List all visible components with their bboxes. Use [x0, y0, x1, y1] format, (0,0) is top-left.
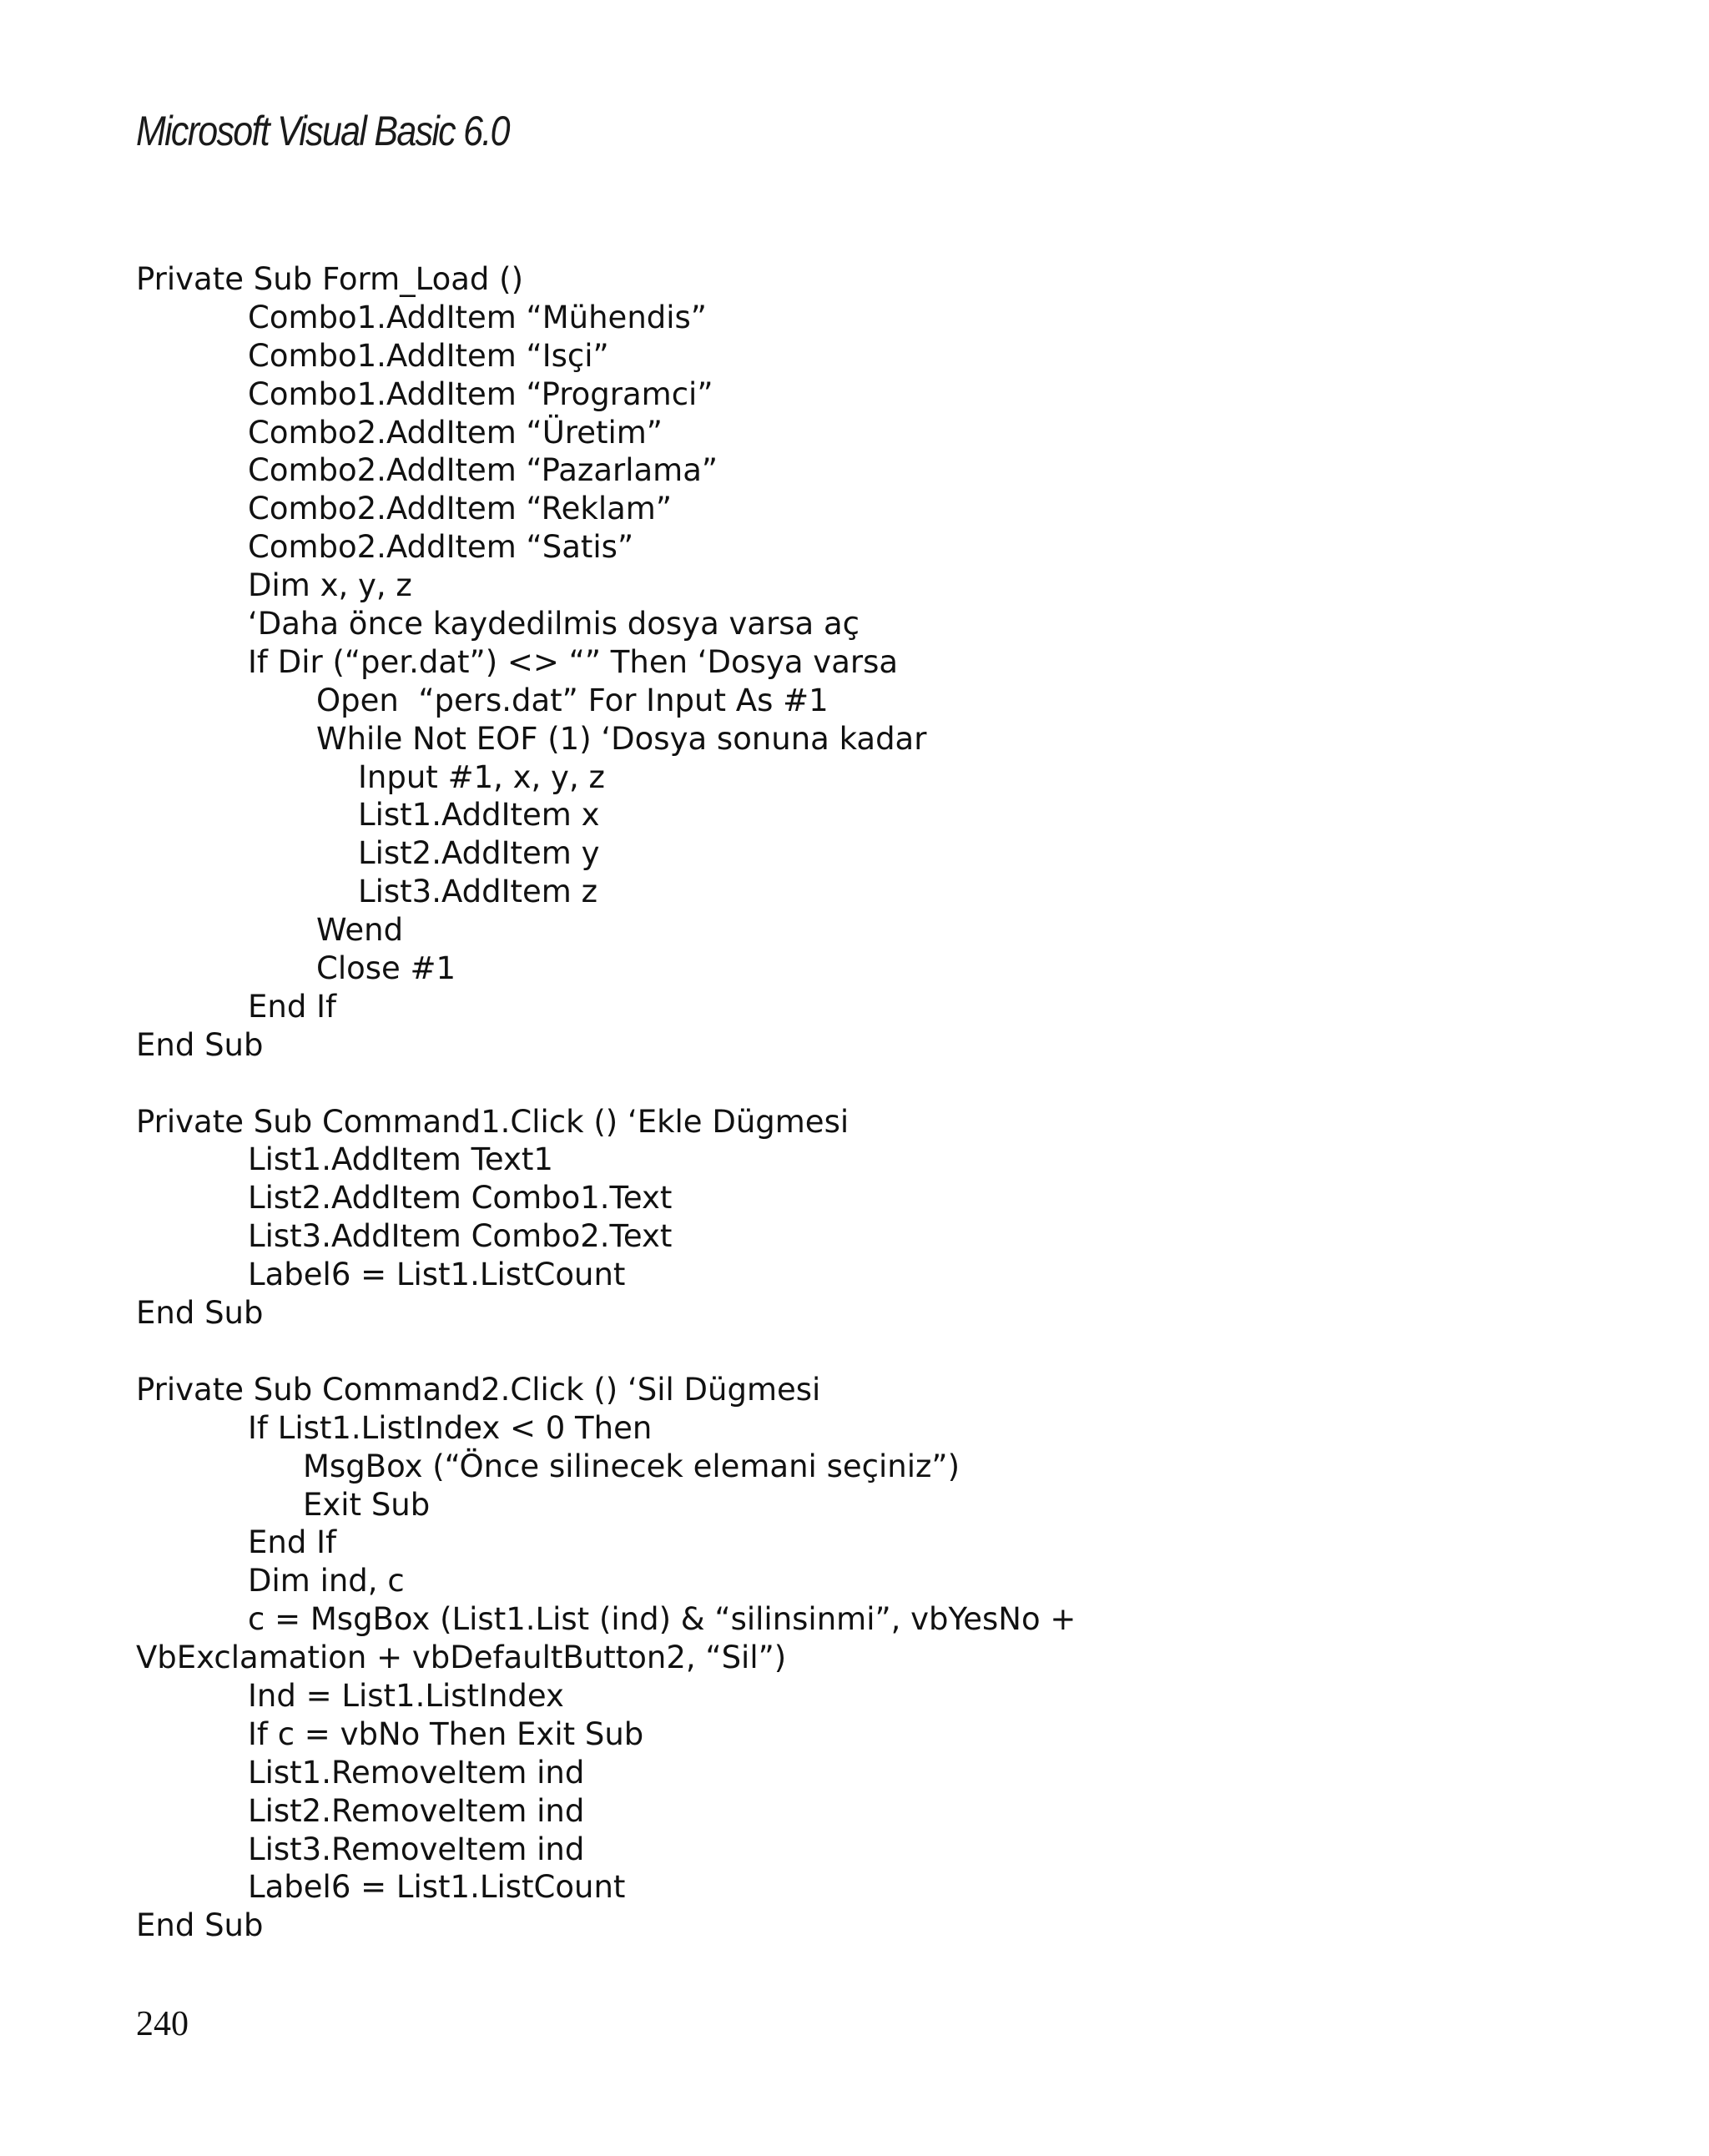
code-line: List3.RemoveItem ind — [248, 1831, 585, 1867]
code-line: Label6 = List1.ListCount — [248, 1869, 626, 1906]
code-line: List2.AddItem y — [358, 835, 600, 872]
code-line: Open “pers.dat” For Input As #1 — [316, 682, 829, 718]
running-header-title: Microsoft Visual Basic 6.0 — [136, 108, 509, 154]
code-line: List3.AddItem Combo2.Text — [248, 1218, 673, 1255]
code-line: End Sub — [136, 1907, 264, 1944]
code-line: List1.AddItem x — [358, 797, 600, 834]
blank-line — [136, 1332, 1076, 1371]
code-line: End If — [248, 988, 337, 1025]
code-line: Combo1.AddItem “Programci” — [248, 375, 713, 412]
code-line: If List1.ListIndex < 0 Then — [248, 1409, 653, 1446]
code-line: Private Sub Command2.Click () ‘Sil Dügmesi — [136, 1371, 821, 1408]
code-line: Label6 = List1.ListCount — [248, 1257, 626, 1293]
code-line: Combo1.AddItem “Isçi” — [248, 337, 609, 374]
code-line-continuation: VbExclamation + vbDefaultButton2, “Sil”) — [136, 1640, 787, 1676]
code-line: List2.AddItem Combo1.Text — [248, 1180, 673, 1217]
code-line: Input #1, x, y, z — [358, 758, 605, 795]
code-line: Wend — [316, 912, 404, 949]
code-line: If Dir (“per.dat”) <> “” Then ‘Dosya varsa — [248, 643, 899, 680]
code-listing — [136, 260, 1076, 1945]
code-line: List1.AddItem Text1 — [248, 1141, 553, 1178]
code-line: List1.RemoveItem ind — [248, 1754, 585, 1791]
code-line: End Sub — [136, 1026, 264, 1063]
code-line: End If — [248, 1524, 337, 1561]
code-line: Combo1.AddItem “Mühendis” — [248, 299, 707, 335]
code-line: Combo2.AddItem “Üretim” — [248, 414, 663, 451]
code-line: Private Sub Form_Load () — [136, 261, 524, 297]
code-line: While Not EOF (1) ‘Dosya sonuna kadar — [316, 720, 927, 757]
code-line: If c = vbNo Then Exit Sub — [248, 1715, 644, 1752]
code-comment-line: ‘Daha önce kaydedilmis dosya varsa aç — [248, 606, 860, 642]
code-line: Exit Sub — [303, 1486, 431, 1523]
page-number: 240 — [136, 2005, 189, 2043]
code-line: End Sub — [136, 1295, 264, 1332]
code-line: MsgBox (“Önce silinecek elemani seçiniz”) — [303, 1448, 960, 1484]
code-line: Combo2.AddItem “Pazarlama” — [248, 452, 718, 489]
blank-line — [136, 1065, 1076, 1103]
code-line: Combo2.AddItem “Satis” — [248, 529, 634, 566]
code-line: Private Sub Command1.Click () ‘Ekle Dügmesi — [136, 1103, 849, 1140]
code-line: List2.RemoveItem ind — [248, 1792, 585, 1829]
code-line: Dim ind, c — [248, 1563, 405, 1599]
code-line: List3.AddItem z — [358, 874, 598, 910]
code-line: Ind = List1.ListIndex — [248, 1677, 564, 1714]
code-line: c = MsgBox (List1.List (ind) & “silinsinmi”, vbYesNo + — [248, 1601, 1076, 1638]
code-line: Combo2.AddItem “Reklam” — [248, 491, 672, 527]
code-line: Dim x, y, z — [248, 567, 412, 604]
code-line: Close #1 — [316, 950, 456, 987]
